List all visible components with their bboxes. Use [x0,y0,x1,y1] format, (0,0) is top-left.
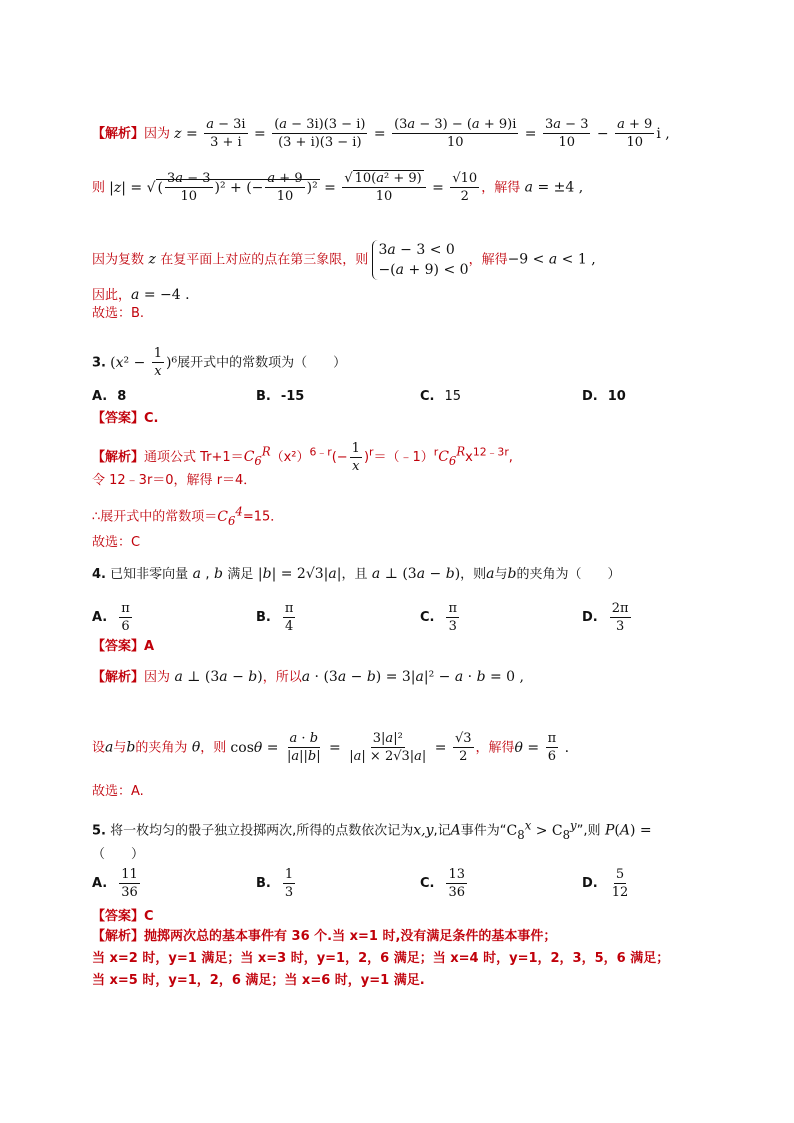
q4-solution-line2: 设a与b的夹角为 θ，则 cosθ = $\frac{a \cdot b}{|a||b|}$ = $\frac{\text{3|a|²}}{|a| \times 2√3|a|}$ = $\frac{√3}{2}$ ，解得θ = $\frac{\pi}{6}$ . [92,731,570,764]
q3-answer-tag: 【答案】C. [92,411,159,426]
q3-solution-line2: 令 12﹣3r＝0，解得 r＝4． [92,473,257,488]
q2-solution-line3: 因为复数 z 在复平面上对应的点在第三象限，则 3a − 3 < 0 −(a + 9) < 0，解得−9 < a < 1 , [92,242,596,278]
q5-answer-tag: 【答案】C [92,909,154,924]
jiexi-tag: 【解析】 [92,126,145,142]
q2-z-expression: z = $\frac{a - 3i}{3 + i}$ = $\frac{(a - 3i)(3 - i)}{(3 + i)(3 - i)}$ = $\frac{(3a - 3) - (a + 9)i}{10}$ = $\frac{3a - 3}{10}$ − $\frac{a + 9}{10}$ i , [174,117,670,150]
q2-solution-line2: 则 |z| = √ ( $\frac{3a - 3}{10}$ )² + (− $\frac{a + 9}{10}$ )² = $\frac{\text{√ 10(a² + 9)}}{10}$ = $\frac{√10}{2}$ ，解得 a = ±4 , [92,171,584,204]
q3-solution-line1: 【解析】通项公式 $Tr+1=C_6^R(x^2)^{6﹣r}(-$ $\frac{1}{x}$ )$^r=(﹣1)^rC_6^Rx^{12﹣3r}$, [92,441,513,474]
q4-solution-line1: 【解析】因为 a ⊥ (3a − b)，所以a · (3a − b) = 3|a|² − a · b = 0 , [92,669,524,685]
q3-option-d[interactable]: D. 10 [582,389,626,404]
q3-option-c[interactable]: C. 15 [420,389,462,404]
q3-binomial: (x² − $\frac{1}{x}$ )⁶ [110,346,178,379]
q4-answer: 故选：A. [92,784,144,799]
q5-solution-line2: 当 x=2 时，y=1 满足；当 x=3 时，y=1，2，6 满足；当 x=4 时，y=1，2，3，5，6 满足； [92,951,670,966]
q3-solution-line3: ∴展开式中的常数项$=C_6^4=15$． [92,504,284,528]
q5-solution-line1: 【解析】抛掷两次总的基本事件有 36 个.当 x=1 时,没有满足条件的基本事件； [92,929,557,944]
q5-option-c[interactable]: C. $\frac{13}{36}$ [420,867,466,900]
q5-blank: （ ） [92,847,145,862]
q2-inequality-system: 3a − 3 < 0 −(a + 9) < 0 [372,240,468,280]
q5-option-a[interactable]: A. $\frac{11}{36}$ [92,867,138,900]
q4-stem: 4. 已知非零向量 a , b 满足 |b| = 2√3|a|，且 a ⊥ (3a − b)，则a与b的夹角为（ ） [92,566,621,582]
q5-stem: 5. 将一枚均匀的骰子独立投掷两次,所得的点数依次记为x,y,记A事件为“$C_8^x > C_8^y$”,则 P(A) = [92,818,652,842]
q4-option-b[interactable]: B. $\frac{\pi}{4}$ [256,601,294,634]
q3-stem: 3. (x² − $\frac{1}{x}$ )⁶展开式中的常数项为（ ） [92,346,347,379]
q5-solution-line3: 当 x=5 时，y=1，2，6 满足；当 x=6 时，y=1 满足. [92,973,425,988]
q2-answer: 故选：B. [92,306,145,321]
q2-solution-line4: 因此，a = −4 . [92,287,190,303]
q4-option-d[interactable]: D. $\frac{2\pi}{3}$ [582,601,629,634]
q2-solution-line1: 【解析】因为 z = $\frac{a - 3i}{3 + i}$ = $\frac{(a - 3i)(3 - i)}{(3 + i)(3 - i)}$ = $\frac{(3a - 3) - (a + 9)i}{10}$ = $\frac{3a - 3}{10}$ − $\frac{a + 9}{10}$ i , [92,117,670,150]
q3-option-a[interactable]: A. 8 [92,389,127,404]
q4-answer-tag: 【答案】A [92,639,155,654]
q4-option-c[interactable]: C. $\frac{\pi}{3}$ [420,601,458,634]
q3-answer: 故选：C [92,535,141,550]
q4-option-a[interactable]: A. $\frac{\pi}{6}$ [92,601,130,634]
q3-option-b[interactable]: B. -15 [256,389,305,404]
q2-modulus-expression: |z| = √ ( $\frac{3a - 3}{10}$ )² + (− $\frac{a + 9}{10}$ )² = $\frac{\text{√ 10(a² + 9)}}{10}$ = $\frac{√10}{2}$ [109,171,478,204]
q5-option-b[interactable]: B. $\frac{1}{3}$ [256,867,294,900]
q5-option-d[interactable]: D. $\frac{5}{12}$ [582,867,629,900]
